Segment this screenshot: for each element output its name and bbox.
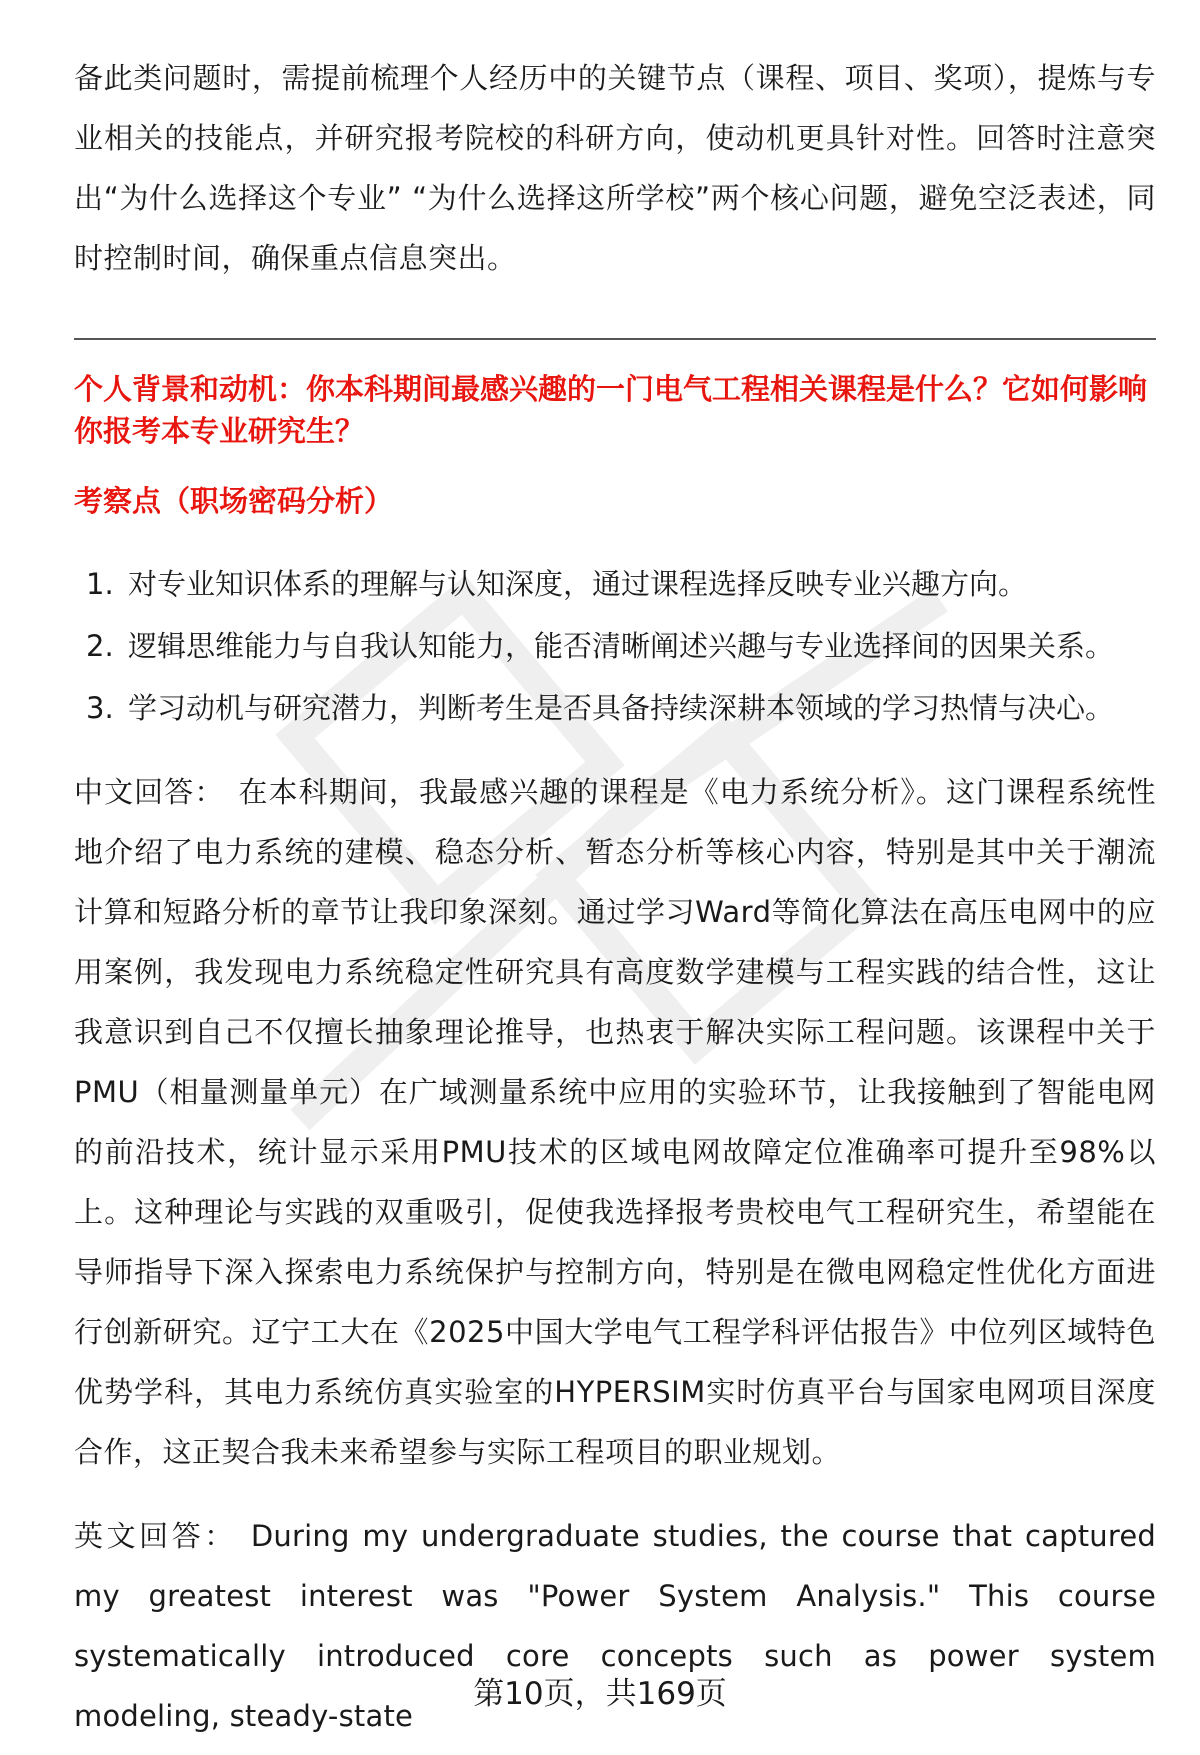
intro-section xyxy=(74,48,1156,288)
list-item xyxy=(86,615,1156,677)
chinese-answer-text: 在本科期间，我最感兴趣的课程是《电力系统分析》。这门课程系统性地介绍了电力系统的建模、稳态分析、暂态分析等核心内容，特别是其中关于潮流计算和短路分析的章节让我印象深刻。通过学习Ward等简化算法在高压电网中的应用案例，我发现电力系统稳定性研究具有高度数学建模与工程实践的结合性，这让我意识到自己不仅擅长抽象理论推导，也热衷于解决实际工程问题。该课程中关于PMU（相量测量单元）在广域测量系统中应用的实验环节，让我接触到了智能电网的前沿技术，统计显示采用PMU技术的区域电网故障定位准确率可提升至98%以上。这种理论与实践的双重吸引，促使我选择报考贵校电气工程研究生，希望能在导师指导下深入探索电力系统保护与控制方向，特别是在微电网稳定性优化方面进行创新研究。辽宁工大在《2025中国大学电气工程学科评估报告》中位列区域特色优势学科，其电力系统仿真实验室的HYPERSIM实时仿真平台与国家电网项目深度合作，这正契合我未来希望参与实际工程项目的职业规划。 xyxy=(74,775,1156,1469)
chinese-answer-paragraph xyxy=(74,762,1156,1482)
list-item xyxy=(86,553,1156,615)
list-item-number: 3. xyxy=(86,691,114,725)
chinese-answer-label: 中文回答： xyxy=(74,775,225,809)
page-number-footer: 第10页，共169页 xyxy=(473,1676,727,1712)
chinese-answer-section xyxy=(74,762,1156,1482)
question-title: 个人背景和动机：你本科期间最感兴趣的一门电气工程相关课程是什么？它如何影响你报考本专业研究生？ xyxy=(74,372,1148,448)
list-item-text: 对专业知识体系的理解与认知深度，通过课程选择反映专业兴趣方向。 xyxy=(128,567,1028,601)
list-item-number: 2. xyxy=(86,629,114,663)
assessment-points-heading: 考察点（职场密码分析） xyxy=(74,484,394,518)
list-item-text: 逻辑思维能力与自我认知能力，能否清晰阐述兴趣与专业选择间的因果关系。 xyxy=(128,629,1115,663)
section-divider xyxy=(74,338,1156,340)
list-item-number: 1. xyxy=(86,567,114,601)
assessment-points-list xyxy=(86,553,1156,739)
list-item xyxy=(86,677,1156,739)
list-item-text: 学习动机与研究潜力，判断考生是否具备持续深耕本领域的学习热情与决心。 xyxy=(128,691,1115,725)
english-answer-label: 英文回答： xyxy=(74,1519,237,1553)
intro-paragraph: 备此类问题时，需提前梳理个人经历中的关键节点（课程、项目、奖项），提炼与专业相关的技能点，并研究报考院校的科研方向，使动机更具针对性。回答时注意突出“为什么选择这个专业” “为什么选择这所学校”两个核心问题，避免空泛表述，同时控制时间，确保重点信息突出。 xyxy=(74,61,1156,275)
english-answer-text: During my undergraduate studies, the course that captured my greatest interest was "Power System Analysis." This course systematically introduced core concepts such as power system modeling, steady-state xyxy=(74,1519,1156,1733)
